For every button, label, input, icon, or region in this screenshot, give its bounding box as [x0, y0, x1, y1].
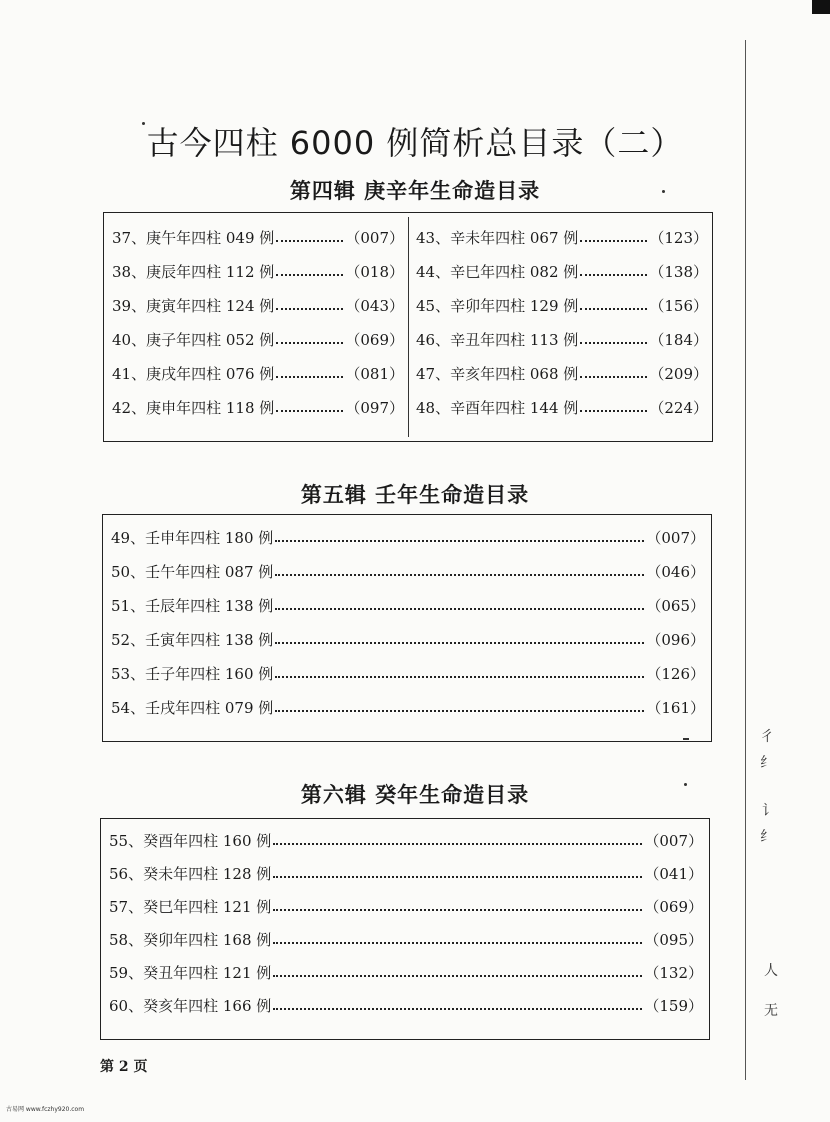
- entry-label: 56、癸未年四柱 128 例: [109, 865, 272, 883]
- entry-page: （161）: [646, 699, 705, 717]
- dot-leader: [276, 410, 343, 412]
- entry-label: 41、庚戌年四柱 076 例: [112, 365, 275, 383]
- dot-leader: [276, 274, 343, 276]
- entry-label: 42、庚申年四柱 118 例: [112, 399, 275, 417]
- dot-leader: [276, 308, 343, 310]
- dot-leader: [275, 710, 644, 712]
- toc-box-section-4: [103, 212, 713, 442]
- entry-label: 44、辛巳年四柱 082 例: [416, 263, 579, 281]
- dot-leader: [580, 240, 647, 242]
- toc-entry[interactable]: [112, 363, 404, 385]
- toc-entry[interactable]: [109, 962, 703, 984]
- entry-label: 57、癸巳年四柱 121 例: [109, 898, 272, 916]
- toc-box-section-5: [102, 514, 712, 742]
- bleed-glyph: 讠: [762, 803, 776, 819]
- dot-leader: [273, 1008, 642, 1010]
- dot-leader: [273, 909, 642, 911]
- entry-label: 37、庚午年四柱 049 例: [112, 229, 275, 247]
- toc-entry[interactable]: [112, 329, 404, 351]
- scan-speck: [684, 783, 687, 786]
- toc-entry[interactable]: [109, 863, 703, 885]
- scan-speck: [683, 738, 689, 740]
- entry-page: （209）: [649, 365, 708, 383]
- toc-entry[interactable]: [112, 397, 404, 419]
- bleed-glyph: 纟: [760, 755, 774, 771]
- dot-leader: [275, 608, 644, 610]
- entry-page: （065）: [646, 597, 705, 615]
- toc-box-section-6: [100, 818, 710, 1040]
- section-title-6: 第六辑 癸年生命造目录: [300, 782, 530, 807]
- dot-leader: [275, 540, 644, 542]
- entry-label: 59、癸丑年四柱 121 例: [109, 964, 272, 982]
- dot-leader: [276, 240, 343, 242]
- dot-leader: [275, 642, 644, 644]
- entry-page: （126）: [646, 665, 705, 683]
- entry-label: 40、庚子年四柱 052 例: [112, 331, 275, 349]
- page-title: 古今四柱 6000 例简析总目录（二）: [146, 124, 684, 162]
- entry-label: 51、壬辰年四柱 138 例: [111, 597, 274, 615]
- bleed-glyph: 纟: [760, 829, 774, 845]
- toc-entry[interactable]: [111, 527, 705, 549]
- scan-speck: [662, 190, 665, 193]
- entry-label: 49、壬申年四柱 180 例: [111, 529, 274, 547]
- entry-label: 45、辛卯年四柱 129 例: [416, 297, 579, 315]
- toc-entry[interactable]: [111, 629, 705, 651]
- dot-leader: [276, 376, 343, 378]
- entry-page: （018）: [345, 263, 404, 281]
- dot-leader: [580, 410, 647, 412]
- dot-leader: [580, 308, 647, 310]
- toc-entry[interactable]: [416, 295, 708, 317]
- entry-page: （156）: [649, 297, 708, 315]
- entry-page: （007）: [345, 229, 404, 247]
- entry-label: 46、辛丑年四柱 113 例: [416, 331, 579, 349]
- entry-label: 58、癸卯年四柱 168 例: [109, 931, 272, 949]
- toc-entry[interactable]: [109, 896, 703, 918]
- entry-page: （096）: [646, 631, 705, 649]
- entry-page: （069）: [644, 898, 703, 916]
- entry-page: （081）: [345, 365, 404, 383]
- site-watermark: 古易网 www.fczhy920.com: [6, 1106, 85, 1113]
- entry-page: （007）: [646, 529, 705, 547]
- toc-entry[interactable]: [109, 995, 703, 1017]
- toc-entry[interactable]: [112, 261, 404, 283]
- toc-entry[interactable]: [109, 929, 703, 951]
- entry-label: 39、庚寅年四柱 124 例: [112, 297, 275, 315]
- dot-leader: [275, 676, 644, 678]
- toc-entry[interactable]: [416, 329, 708, 351]
- entry-page: （043）: [345, 297, 404, 315]
- dot-leader: [275, 574, 644, 576]
- entry-label: 48、辛酉年四柱 144 例: [416, 399, 579, 417]
- entry-page: （046）: [646, 563, 705, 581]
- entry-page: （123）: [649, 229, 708, 247]
- entry-page: （184）: [649, 331, 708, 349]
- entry-page: （132）: [644, 964, 703, 982]
- entry-page: （138）: [649, 263, 708, 281]
- toc-entry[interactable]: [416, 261, 708, 283]
- entry-label: 47、辛亥年四柱 068 例: [416, 365, 579, 383]
- entry-page: （069）: [345, 331, 404, 349]
- dot-leader: [580, 376, 647, 378]
- entry-label: 38、庚辰年四柱 112 例: [112, 263, 275, 281]
- toc-entry[interactable]: [111, 561, 705, 583]
- dot-leader: [580, 342, 647, 344]
- entry-page: （224）: [649, 399, 708, 417]
- entry-page: （041）: [644, 865, 703, 883]
- toc-entry[interactable]: [416, 363, 708, 385]
- dot-leader: [273, 942, 642, 944]
- section-title-5: 第五辑 壬年生命造目录: [300, 482, 530, 507]
- entry-label: 54、壬戌年四柱 079 例: [111, 699, 274, 717]
- entry-label: 43、辛未年四柱 067 例: [416, 229, 579, 247]
- bleed-glyph: 彳: [760, 729, 774, 745]
- scan-speck: [142, 122, 145, 125]
- entry-label: 53、壬子年四柱 160 例: [111, 665, 274, 683]
- scan-corner-mark: [812, 0, 830, 14]
- column-divider: [408, 217, 409, 437]
- toc-entry[interactable]: [111, 663, 705, 685]
- toc-entry[interactable]: [416, 227, 708, 249]
- bleed-glyph: 无: [764, 1003, 778, 1019]
- dot-leader: [273, 975, 642, 977]
- toc-entry[interactable]: [109, 830, 703, 852]
- toc-entry[interactable]: [111, 595, 705, 617]
- section-title-4: 第四辑 庚辛年生命造目录: [289, 178, 541, 203]
- toc-entry[interactable]: [112, 227, 404, 249]
- toc-entry[interactable]: [111, 697, 705, 719]
- entry-page: （095）: [644, 931, 703, 949]
- entry-label: 55、癸酉年四柱 160 例: [109, 832, 272, 850]
- dot-leader: [273, 843, 642, 845]
- entry-label: 52、壬寅年四柱 138 例: [111, 631, 274, 649]
- dot-leader: [580, 274, 647, 276]
- toc-entry[interactable]: [112, 295, 404, 317]
- toc-entry[interactable]: [416, 397, 708, 419]
- bleed-glyph: 人: [764, 963, 778, 979]
- entry-label: 50、壬午年四柱 087 例: [111, 563, 274, 581]
- dot-leader: [273, 876, 642, 878]
- entry-page: （159）: [644, 997, 703, 1015]
- entry-page: （097）: [345, 399, 404, 417]
- page-number: 第 2 页: [100, 1059, 148, 1075]
- entry-label: 60、癸亥年四柱 166 例: [109, 997, 272, 1015]
- entry-page: （007）: [644, 832, 703, 850]
- dot-leader: [276, 342, 343, 344]
